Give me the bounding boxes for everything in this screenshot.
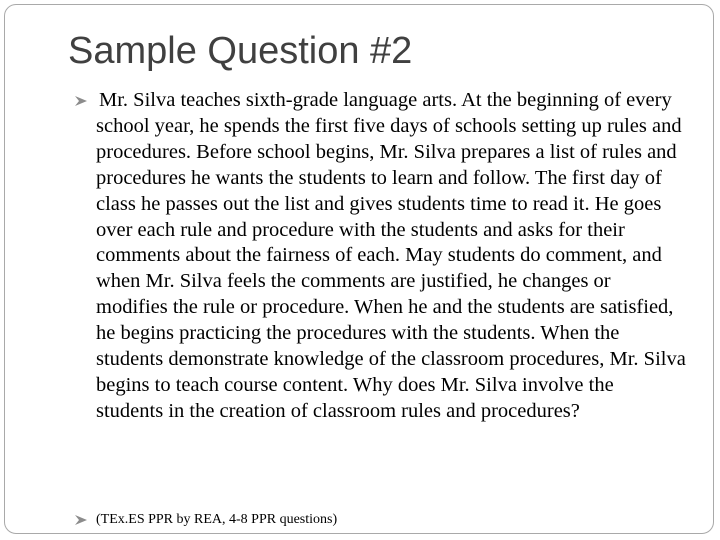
arrow-bullet-icon <box>74 94 90 108</box>
source-citation: (TEx.ES PPR by REA, 4-8 PPR questions) <box>96 512 338 527</box>
slide-title: Sample Question #2 <box>68 30 413 72</box>
question-text: Mr. Silva teaches sixth-grade language arts. At the beginning of every school year, he spends the first five days of schools setting up rules and procedures. Before school begins, Mr. Silva prepares a list of rules and procedures he wants the students to learn and follow. The first day of class he passes out the list and gives students time to read it. He goes over each rule and procedure with the students and asks for their comments about the fairness of each. May students do comment, and when Mr. Silva feels the comments are justified, he changes or modifies the rule or procedure. When he and the students are satisfied, he begins practicing the procedures with the students. When the students demonstrate knowledge of the classroom procedures, Mr. Silva begins to teach course content. Why does Mr. Silva involve the students in the creation of classroom rules and procedures? <box>96 89 686 422</box>
arrow-bullet-icon <box>74 513 90 527</box>
